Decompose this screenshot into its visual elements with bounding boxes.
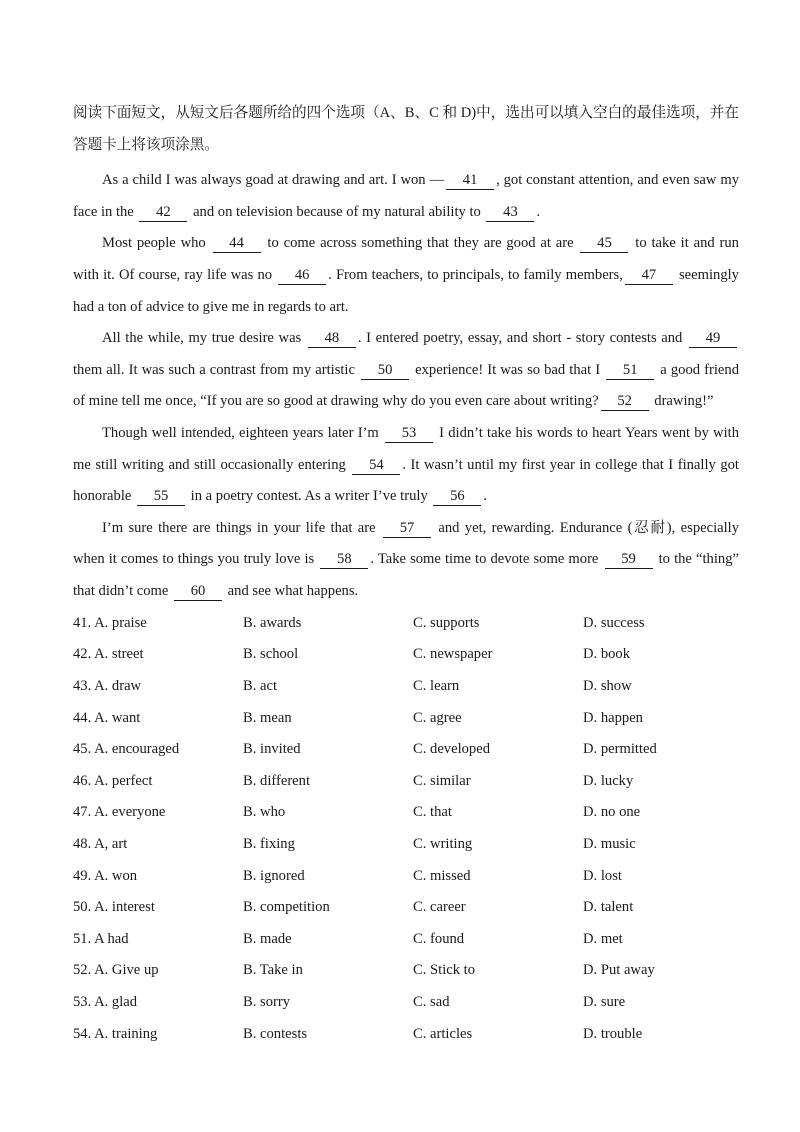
blank-number: 59 bbox=[605, 551, 653, 569]
option-row bbox=[73, 608, 739, 640]
option-choice: 47. A. everyone bbox=[73, 804, 166, 821]
blank-number: 58 bbox=[320, 551, 368, 569]
passage-paragraph bbox=[73, 323, 739, 418]
option-choice: B. different bbox=[243, 772, 311, 789]
option-choice: 54. A. training bbox=[73, 1025, 158, 1042]
option-choice: C. learn bbox=[413, 677, 460, 694]
passage-paragraph bbox=[73, 418, 739, 513]
passage-paragraph bbox=[73, 513, 739, 608]
passage-text: As a child I was always goad at drawing and art. I won — bbox=[102, 172, 445, 189]
option-choice: B. who bbox=[243, 804, 286, 821]
option-choice: 44. A. want bbox=[73, 709, 141, 726]
passage bbox=[73, 165, 739, 607]
option-choice: 42. A. street bbox=[73, 646, 144, 663]
option-choice: D. book bbox=[583, 646, 631, 663]
option-choice: B. Take in bbox=[243, 962, 303, 979]
passage-text: to the “thing” that didn’t come bbox=[73, 551, 739, 599]
option-choice: C. found bbox=[413, 930, 465, 947]
option-choice: C. sad bbox=[413, 993, 450, 1010]
option-choice: B. school bbox=[243, 646, 299, 663]
passage-text: and yet, rewarding. Endurance (忍耐), especially when it comes to things you truly love is bbox=[73, 519, 740, 568]
option-choice: C. career bbox=[413, 899, 466, 916]
option-choice: C. articles bbox=[413, 1025, 473, 1042]
option-choice: 48. A, art bbox=[73, 835, 128, 852]
blank-number: 53 bbox=[385, 425, 433, 443]
option-row bbox=[73, 860, 739, 892]
passage-text: Most people who bbox=[102, 235, 211, 252]
option-choice: 49. A. won bbox=[73, 867, 138, 884]
options-list bbox=[73, 608, 739, 1050]
option-choice: D. sure bbox=[583, 993, 626, 1010]
passage-text: I’m sure there are things in your life that are bbox=[102, 519, 381, 536]
option-choice: D. lucky bbox=[583, 772, 634, 789]
option-choice: B. invited bbox=[243, 741, 301, 758]
passage-text: . I entered poetry, essay, and short - story contests and bbox=[357, 330, 687, 347]
option-row bbox=[73, 923, 739, 955]
option-choice: D. lost bbox=[583, 867, 622, 884]
option-choice: C. that bbox=[413, 804, 452, 821]
passage-text: All the while, my true desire was bbox=[102, 330, 306, 347]
option-choice: B. fixing bbox=[243, 835, 295, 852]
option-choice: C. newspaper bbox=[413, 646, 493, 663]
option-choice: D. show bbox=[583, 677, 632, 694]
passage-text: seemingly had a ton of advice to give me in regards to art. bbox=[73, 266, 739, 315]
passage-text: drawing!” bbox=[650, 393, 714, 410]
option-choice: C. developed bbox=[413, 741, 491, 758]
option-choice: D. music bbox=[583, 835, 636, 852]
option-choice: 45. A. encouraged bbox=[73, 741, 180, 758]
passage-text: , got constant attention, and even saw my face in the bbox=[73, 172, 739, 220]
option-row bbox=[73, 734, 739, 766]
option-choice: 51. A had bbox=[73, 930, 129, 947]
blank-number: 57 bbox=[383, 520, 431, 538]
option-choice: 50. A. interest bbox=[73, 899, 155, 916]
option-choice: D. permitted bbox=[583, 741, 657, 758]
option-choice: D. talent bbox=[583, 899, 634, 916]
passage-text: a good friend of mine tell me once, “If you are so good at drawing why do you even care about writing? bbox=[73, 361, 739, 410]
option-choice: 41. A. praise bbox=[73, 614, 147, 631]
option-choice: B. contests bbox=[243, 1025, 308, 1042]
instruction-text: 阅读下面短文，从短文后各题所给的四个选项（A、B、C 和 D)中，选出可以填入空白的最佳选项，并在答题卡上将该项涂黑。 bbox=[73, 105, 739, 153]
option-choice: B. competition bbox=[243, 899, 330, 916]
passage-text: to come across something that they are good at are bbox=[262, 235, 579, 252]
option-choice: B. sorry bbox=[243, 993, 291, 1010]
passage-paragraph bbox=[73, 228, 739, 323]
passage-text: . It wasn’t until my first year in college that I finally got honorable bbox=[73, 456, 739, 505]
blank-number: 49 bbox=[689, 330, 737, 348]
option-choice: B. act bbox=[243, 677, 278, 694]
blank-number: 48 bbox=[308, 330, 356, 348]
option-choice: D. no one bbox=[583, 804, 641, 821]
option-row bbox=[73, 765, 739, 797]
option-choice: D. met bbox=[583, 930, 623, 947]
option-row bbox=[73, 671, 739, 703]
passage-text: . bbox=[536, 203, 541, 220]
option-row bbox=[73, 702, 739, 734]
option-row bbox=[73, 955, 739, 987]
option-choice: B. mean bbox=[243, 709, 292, 726]
passage-text: them all. It was such a contrast from my artistic bbox=[73, 361, 360, 378]
passage-text: Though well intended, eighteen years later I’m bbox=[102, 424, 383, 441]
passage-text: experience! It was so bad that I bbox=[411, 361, 605, 378]
option-choice: C. missed bbox=[413, 867, 471, 884]
blank-number: 45 bbox=[580, 235, 628, 253]
blank-number: 43 bbox=[486, 204, 534, 222]
document-page bbox=[73, 98, 739, 1050]
option-choice: C. Stick to bbox=[413, 962, 476, 979]
blank-number: 54 bbox=[352, 457, 400, 475]
option-choice: B. awards bbox=[243, 614, 302, 631]
blank-number: 56 bbox=[433, 488, 481, 506]
blank-number: 60 bbox=[174, 583, 222, 601]
option-row bbox=[73, 829, 739, 861]
option-choice: D. happen bbox=[583, 709, 643, 726]
option-choice: B. ignored bbox=[243, 867, 305, 884]
passage-text: . bbox=[483, 488, 488, 505]
option-choice: C. writing bbox=[413, 835, 473, 852]
passage-text: and see what happens. bbox=[224, 582, 359, 599]
passage-text: and on television because of my natural ability to bbox=[189, 203, 485, 220]
option-choice: 52. A. Give up bbox=[73, 962, 159, 979]
option-choice: 43. A. draw bbox=[73, 677, 142, 694]
option-choice: C. supports bbox=[413, 614, 480, 631]
option-row bbox=[73, 892, 739, 924]
option-choice: 53. A. glad bbox=[73, 993, 138, 1010]
option-choice: C. similar bbox=[413, 772, 471, 789]
option-choice: B. made bbox=[243, 930, 292, 947]
option-choice: D. success bbox=[583, 614, 645, 631]
option-row bbox=[73, 1018, 739, 1050]
option-row bbox=[73, 639, 739, 671]
option-row bbox=[73, 797, 739, 829]
option-row bbox=[73, 987, 739, 1019]
passage-text: . From teachers, to principals, to family members, bbox=[328, 266, 623, 283]
passage-text: . Take some time to devote some more bbox=[370, 551, 603, 568]
blank-number: 55 bbox=[137, 488, 185, 506]
passage-paragraph bbox=[73, 165, 739, 228]
passage-text: in a poetry contest. As a writer I’ve truly bbox=[187, 488, 432, 505]
option-choice: C. agree bbox=[413, 709, 462, 726]
blank-number: 44 bbox=[213, 235, 261, 253]
blank-number: 42 bbox=[139, 204, 187, 222]
option-choice: D. trouble bbox=[583, 1025, 643, 1042]
blank-number: 47 bbox=[625, 267, 673, 285]
blank-number: 41 bbox=[446, 172, 494, 190]
passage-text: I didn’t take his words to heart Years went by with me still writing and still occasionally entering bbox=[73, 424, 739, 473]
passage-text: to take it and run with it. Of course, ray life was no bbox=[73, 235, 739, 283]
option-choice: 46. A. perfect bbox=[73, 772, 153, 789]
option-choice: D. Put away bbox=[583, 962, 655, 979]
blank-number: 52 bbox=[601, 393, 649, 411]
blank-number: 51 bbox=[606, 362, 654, 380]
blank-number: 46 bbox=[278, 267, 326, 285]
blank-number: 50 bbox=[361, 362, 409, 380]
